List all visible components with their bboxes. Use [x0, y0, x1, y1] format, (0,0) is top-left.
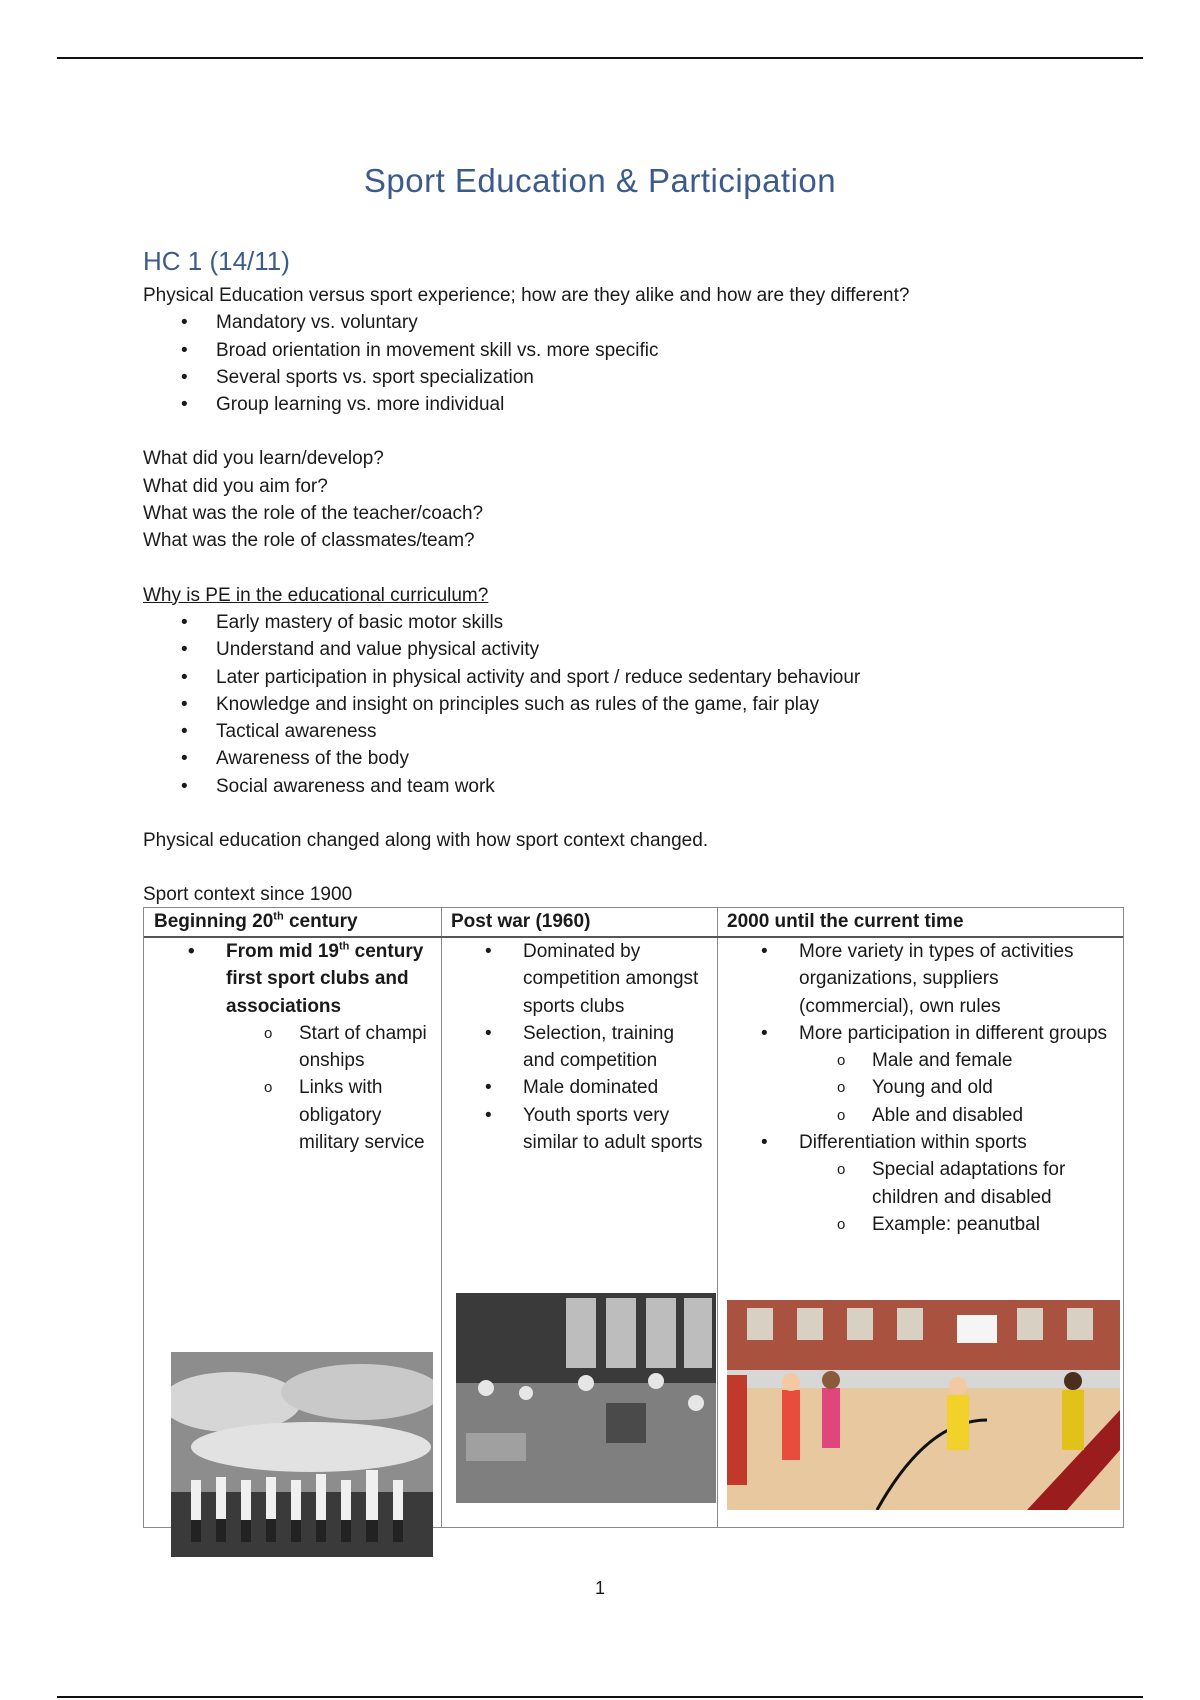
sub-list-item: o Example: peanutbal: [717, 1211, 1123, 1238]
sub-list-item: o Young and old: [717, 1074, 1123, 1101]
list-item: • Selection, training and competition: [441, 1020, 717, 1075]
curriculum-list: [143, 609, 1143, 800]
list-item: • From mid 19th century first sport clubs and associations: [144, 938, 441, 1020]
table-caption: Sport context since 1900: [143, 884, 353, 906]
column-header: Beginning 20th century: [144, 908, 441, 938]
gym-class-photo: [456, 1293, 716, 1503]
table-column-2000-current: [717, 908, 1123, 1527]
list-item: • Later participation in physical activity and sport / reduce sedentary behaviour: [143, 664, 1143, 691]
list-item: • Understand and value physical activity: [143, 636, 1143, 663]
header-rule: [57, 57, 1143, 59]
list-item: • Male dominated: [441, 1074, 717, 1101]
list-item: • More variety in types of activities organizations, suppliers (commercial), own rules: [717, 938, 1123, 1020]
list-item: • Youth sports very similar to adult sports: [441, 1102, 717, 1157]
table-cell: [144, 938, 441, 1156]
sub-list-item: o Able and disabled: [717, 1102, 1123, 1129]
table-column-beginning-20th: [144, 908, 442, 1527]
list-item: • Social awareness and team work: [143, 773, 1143, 800]
list-item: • Awareness of the body: [143, 745, 1143, 772]
list-item: • Knowledge and insight on principles such as rules of the game, fair play: [143, 691, 1143, 718]
section-heading: HC 1 (14/11): [143, 246, 290, 276]
list-item: • Broad orientation in movement skill vs. more specific: [143, 337, 1143, 364]
table-cell: [717, 938, 1123, 1238]
footer-rule: [57, 1696, 1143, 1698]
column-header: Post war (1960): [441, 908, 717, 938]
table-column-post-war: [441, 908, 718, 1527]
list-item: • Differentiation within sports: [717, 1129, 1123, 1156]
list-item: • Mandatory vs. voluntary: [143, 309, 1143, 336]
document-title: Sport Education & Participation: [363, 162, 837, 199]
list-item: • Several sports vs. sport specialization: [143, 364, 1143, 391]
page-number: 1: [594, 1578, 605, 1598]
list-item: • Early mastery of basic motor skills: [143, 609, 1143, 636]
reflection-question: What was the role of classmates/team?: [143, 530, 475, 552]
reflection-question: What did you aim for?: [143, 475, 328, 497]
sport-context-table: [143, 907, 1124, 1528]
list-item: • More participation in different groups: [717, 1020, 1123, 1047]
list-item: • Group learning vs. more individual: [143, 391, 1143, 418]
change-statement: Physical education changed along with how sport context changed.: [143, 830, 709, 852]
comparison-list: [143, 309, 1143, 418]
list-item: • Dominated by competition amongst sports clubs: [441, 938, 717, 1020]
curriculum-heading: Why is PE in the educational curriculum?: [143, 584, 489, 606]
sub-list-item: o Special adaptations for children and disabled: [717, 1156, 1123, 1211]
sub-list-item: o Male and female: [717, 1047, 1123, 1074]
intro-question: Physical Education versus sport experience; how are they alike and how are they different?: [143, 285, 910, 306]
sub-list-item: o Links with obligatory military service: [144, 1074, 441, 1156]
table-cell: [441, 938, 717, 1156]
reflection-question: What did you learn/develop?: [143, 448, 384, 470]
reflection-question: What was the role of the teacher/coach?: [143, 503, 484, 525]
gymnastics-group-photo: [171, 1352, 433, 1557]
basketball-court-photo: [727, 1300, 1120, 1510]
column-header: 2000 until the current time: [717, 908, 1123, 938]
document-body: [143, 282, 1143, 909]
sub-list-item: o Start of championships: [144, 1020, 441, 1075]
list-item: • Tactical awareness: [143, 718, 1143, 745]
